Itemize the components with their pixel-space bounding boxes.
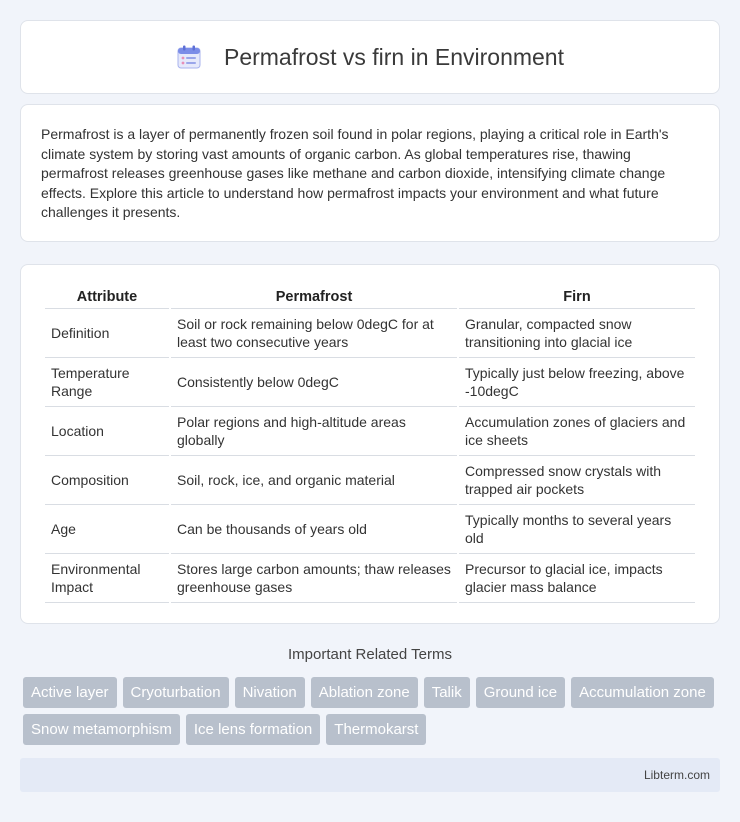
header-permafrost: Permafrost (171, 283, 457, 309)
term-tag-cryoturbation[interactable]: Cryoturbation (123, 677, 229, 708)
row-firn: Typically just below freezing, above -10degC (459, 358, 695, 407)
page-title: Permafrost vs firn in Environment (223, 43, 564, 70)
header-firn: Firn (459, 283, 695, 309)
title-wrap (176, 44, 564, 71)
term-tag-ground-ice[interactable]: Ground ice (476, 677, 565, 708)
row-permafrost: Polar regions and high-altitude areas globally (171, 407, 457, 456)
row-attribute: Environmental Impact (45, 554, 169, 603)
row-permafrost: Soil or rock remaining below 0degC for at least two consecutive years (171, 309, 457, 358)
term-tag-snow-metamorphism[interactable]: Snow metamorphism (23, 714, 180, 745)
row-attribute: Age (45, 505, 169, 554)
row-permafrost: Soil, rock, ice, and organic material (171, 456, 457, 505)
row-permafrost: Stores large carbon amounts; thaw releases greenhouse gases (171, 554, 457, 603)
calendar-list-icon (176, 44, 202, 70)
footer-site-link[interactable]: Libterm.com (643, 768, 710, 782)
row-attribute: Temperature Range (45, 358, 169, 407)
table-header-row (45, 283, 695, 309)
footer (20, 758, 720, 792)
intro-text: Permafrost is a layer of permanently frozen soil found in polar regions, playing a critical role in Earth's climate system by storing vast amounts of organic carbon. As global temperatures rise, thawing permafrost releases greenhouse gases like methane and carbon dioxide, intensifying climate change effects. Explore this article to understand how permafrost impacts your environment and what future challenges it presents. (41, 126, 669, 221)
row-firn: Typically months to several years old (459, 505, 695, 554)
row-attribute: Location (45, 407, 169, 456)
table-row (45, 456, 695, 505)
table-row (45, 407, 695, 456)
table-row (45, 505, 695, 554)
intro-card (20, 104, 720, 242)
term-tag-nivation[interactable]: Nivation (235, 677, 305, 708)
row-firn: Compressed snow crystals with trapped air pockets (459, 456, 695, 505)
term-tag-thermokarst[interactable]: Thermokarst (326, 714, 426, 745)
table-row (45, 309, 695, 358)
row-firn: Granular, compacted snow transitioning into glacial ice (459, 309, 695, 358)
row-firn: Precursor to glacial ice, impacts glacier mass balance (459, 554, 695, 603)
row-attribute: Definition (45, 309, 169, 358)
row-attribute: Composition (45, 456, 169, 505)
row-firn: Accumulation zones of glaciers and ice sheets (459, 407, 695, 456)
table-row (45, 554, 695, 603)
related-terms-list (23, 677, 723, 751)
term-tag-talik[interactable]: Talik (424, 677, 470, 708)
term-tag-active-layer[interactable]: Active layer (23, 677, 117, 708)
table-row (45, 358, 695, 407)
row-permafrost: Consistently below 0degC (171, 358, 457, 407)
term-tag-ablation-zone[interactable]: Ablation zone (311, 677, 418, 708)
header-card (20, 20, 720, 94)
header-attribute: Attribute (45, 283, 169, 309)
row-permafrost: Can be thousands of years old (171, 505, 457, 554)
term-tag-ice-lens-formation[interactable]: Ice lens formation (186, 714, 320, 745)
comparison-table (43, 283, 697, 603)
related-terms-title: Important Related Terms (288, 646, 452, 663)
comparison-table-card (20, 264, 720, 624)
term-tag-accumulation-zone[interactable]: Accumulation zone (571, 677, 714, 708)
